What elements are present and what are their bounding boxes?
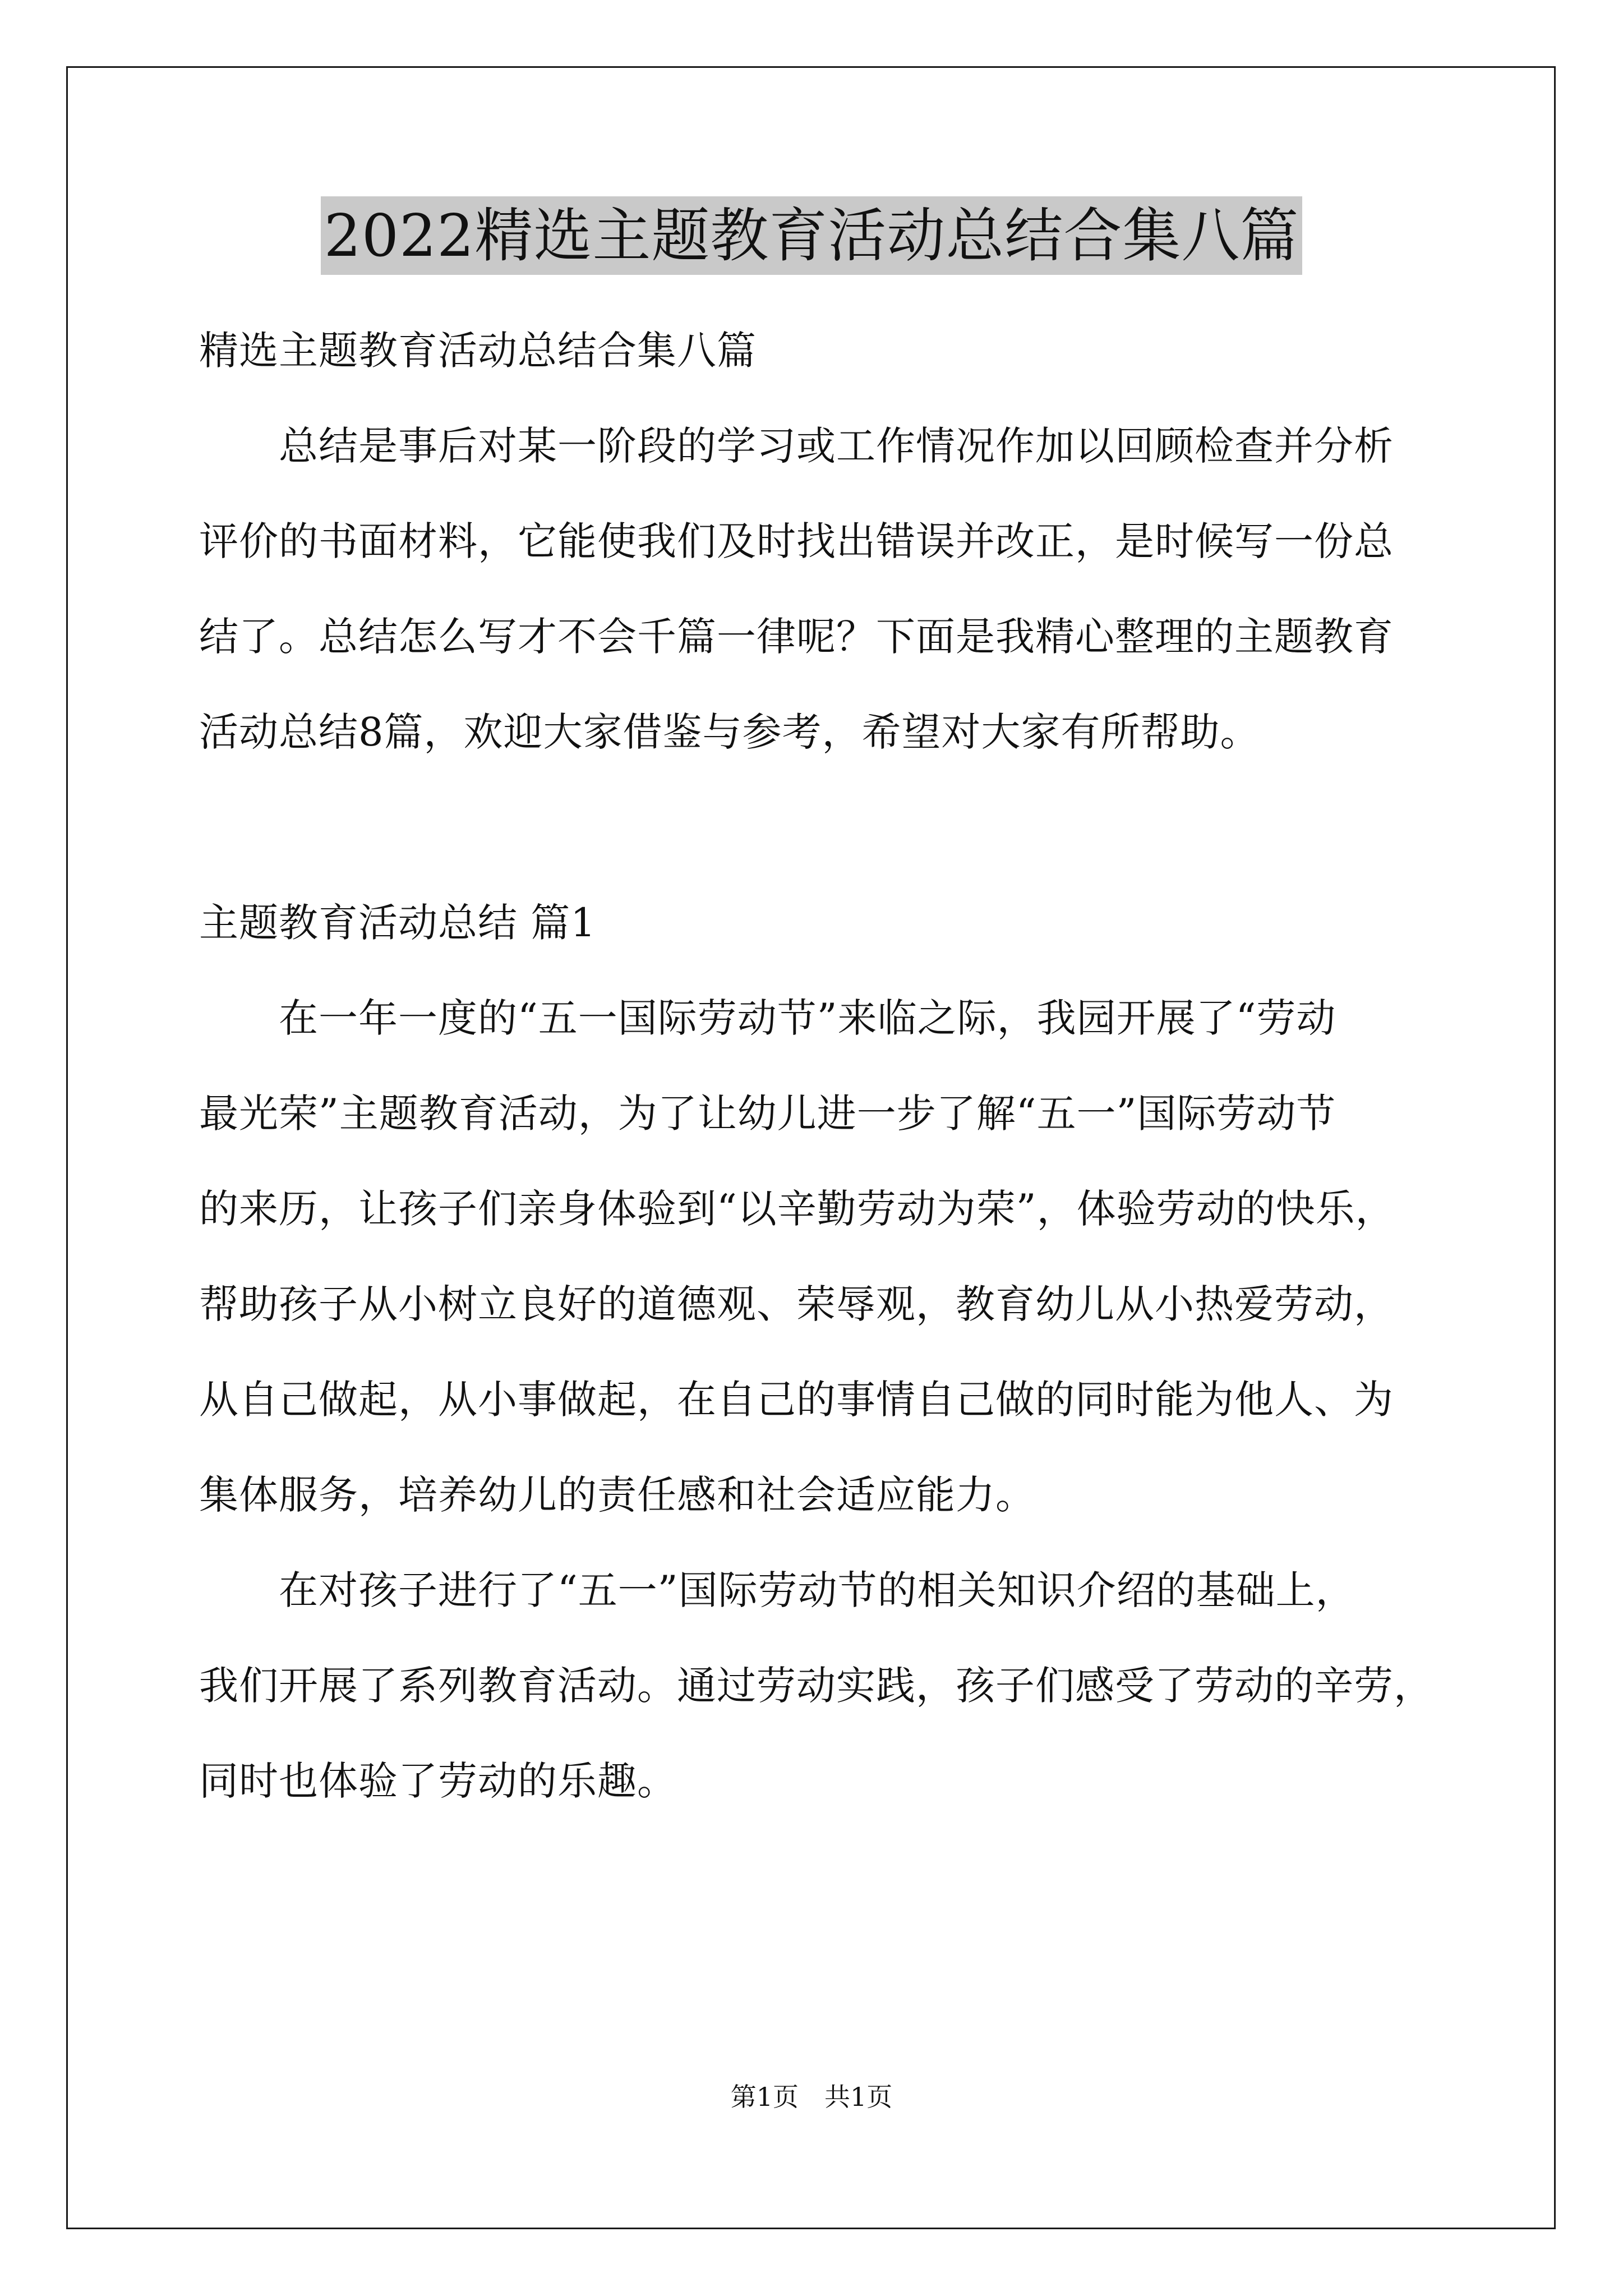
intro-line: 结了。总结怎么写才不会千篇一律呢？下面是我精心整理的主题教育 [199, 614, 1394, 660]
page-footer: 第1页 共1页 [730, 2082, 893, 2112]
paragraph-line: 集体服务，培养幼儿的责任感和社会适应能力。 [199, 1472, 1035, 1518]
paragraph-line: 帮助孩子从小树立良好的道德观、荣辱观，教育幼儿从小热爱劳动， [199, 1281, 1394, 1327]
paragraph-line: 在对孩子进行了“五一”国际劳动节的相关知识介绍的基础上， [199, 1567, 1355, 1613]
paragraph-line: 最光荣”主题教育活动，为了让幼儿进一步了解“五一”国际劳动节 [199, 1091, 1336, 1137]
intro-line: 总结是事后对某一阶段的学习或工作情况作加以回顾检查并分析 [199, 423, 1394, 469]
document-title: 2022精选主题教育活动总结合集八篇 [321, 196, 1303, 275]
intro-line: 评价的书面材料，它能使我们及时找出错误并改正，是时候写一份总 [199, 518, 1394, 564]
document-body [199, 303, 1467, 1829]
title-container [0, 196, 1623, 275]
paragraph-line: 在一年一度的“五一国际劳动节”来临之际，我园开展了“劳动 [199, 995, 1336, 1041]
intro-line: 活动总结8篇，欢迎大家借鉴与参考，希望对大家有所帮助。 [199, 709, 1260, 755]
paragraph-line: 从自己做起，从小事做起，在自己的事情自己做的同时能为他人、为 [199, 1377, 1394, 1423]
paragraph-spacer [199, 780, 1467, 875]
section-heading: 主题教育活动总结 篇1 [199, 900, 596, 946]
document-subtitle: 精选主题教育活动总结合集八篇 [199, 328, 757, 374]
paragraph-line: 的来历，让孩子们亲身体验到“以辛勤劳动为荣”，体验劳动的快乐， [199, 1186, 1395, 1232]
paragraph-line: 同时也体验了劳动的乐趣。 [199, 1758, 677, 1804]
paragraph-line: 我们开展了系列教育活动。通过劳动实践，孩子们感受了劳动的辛劳， [199, 1663, 1433, 1709]
